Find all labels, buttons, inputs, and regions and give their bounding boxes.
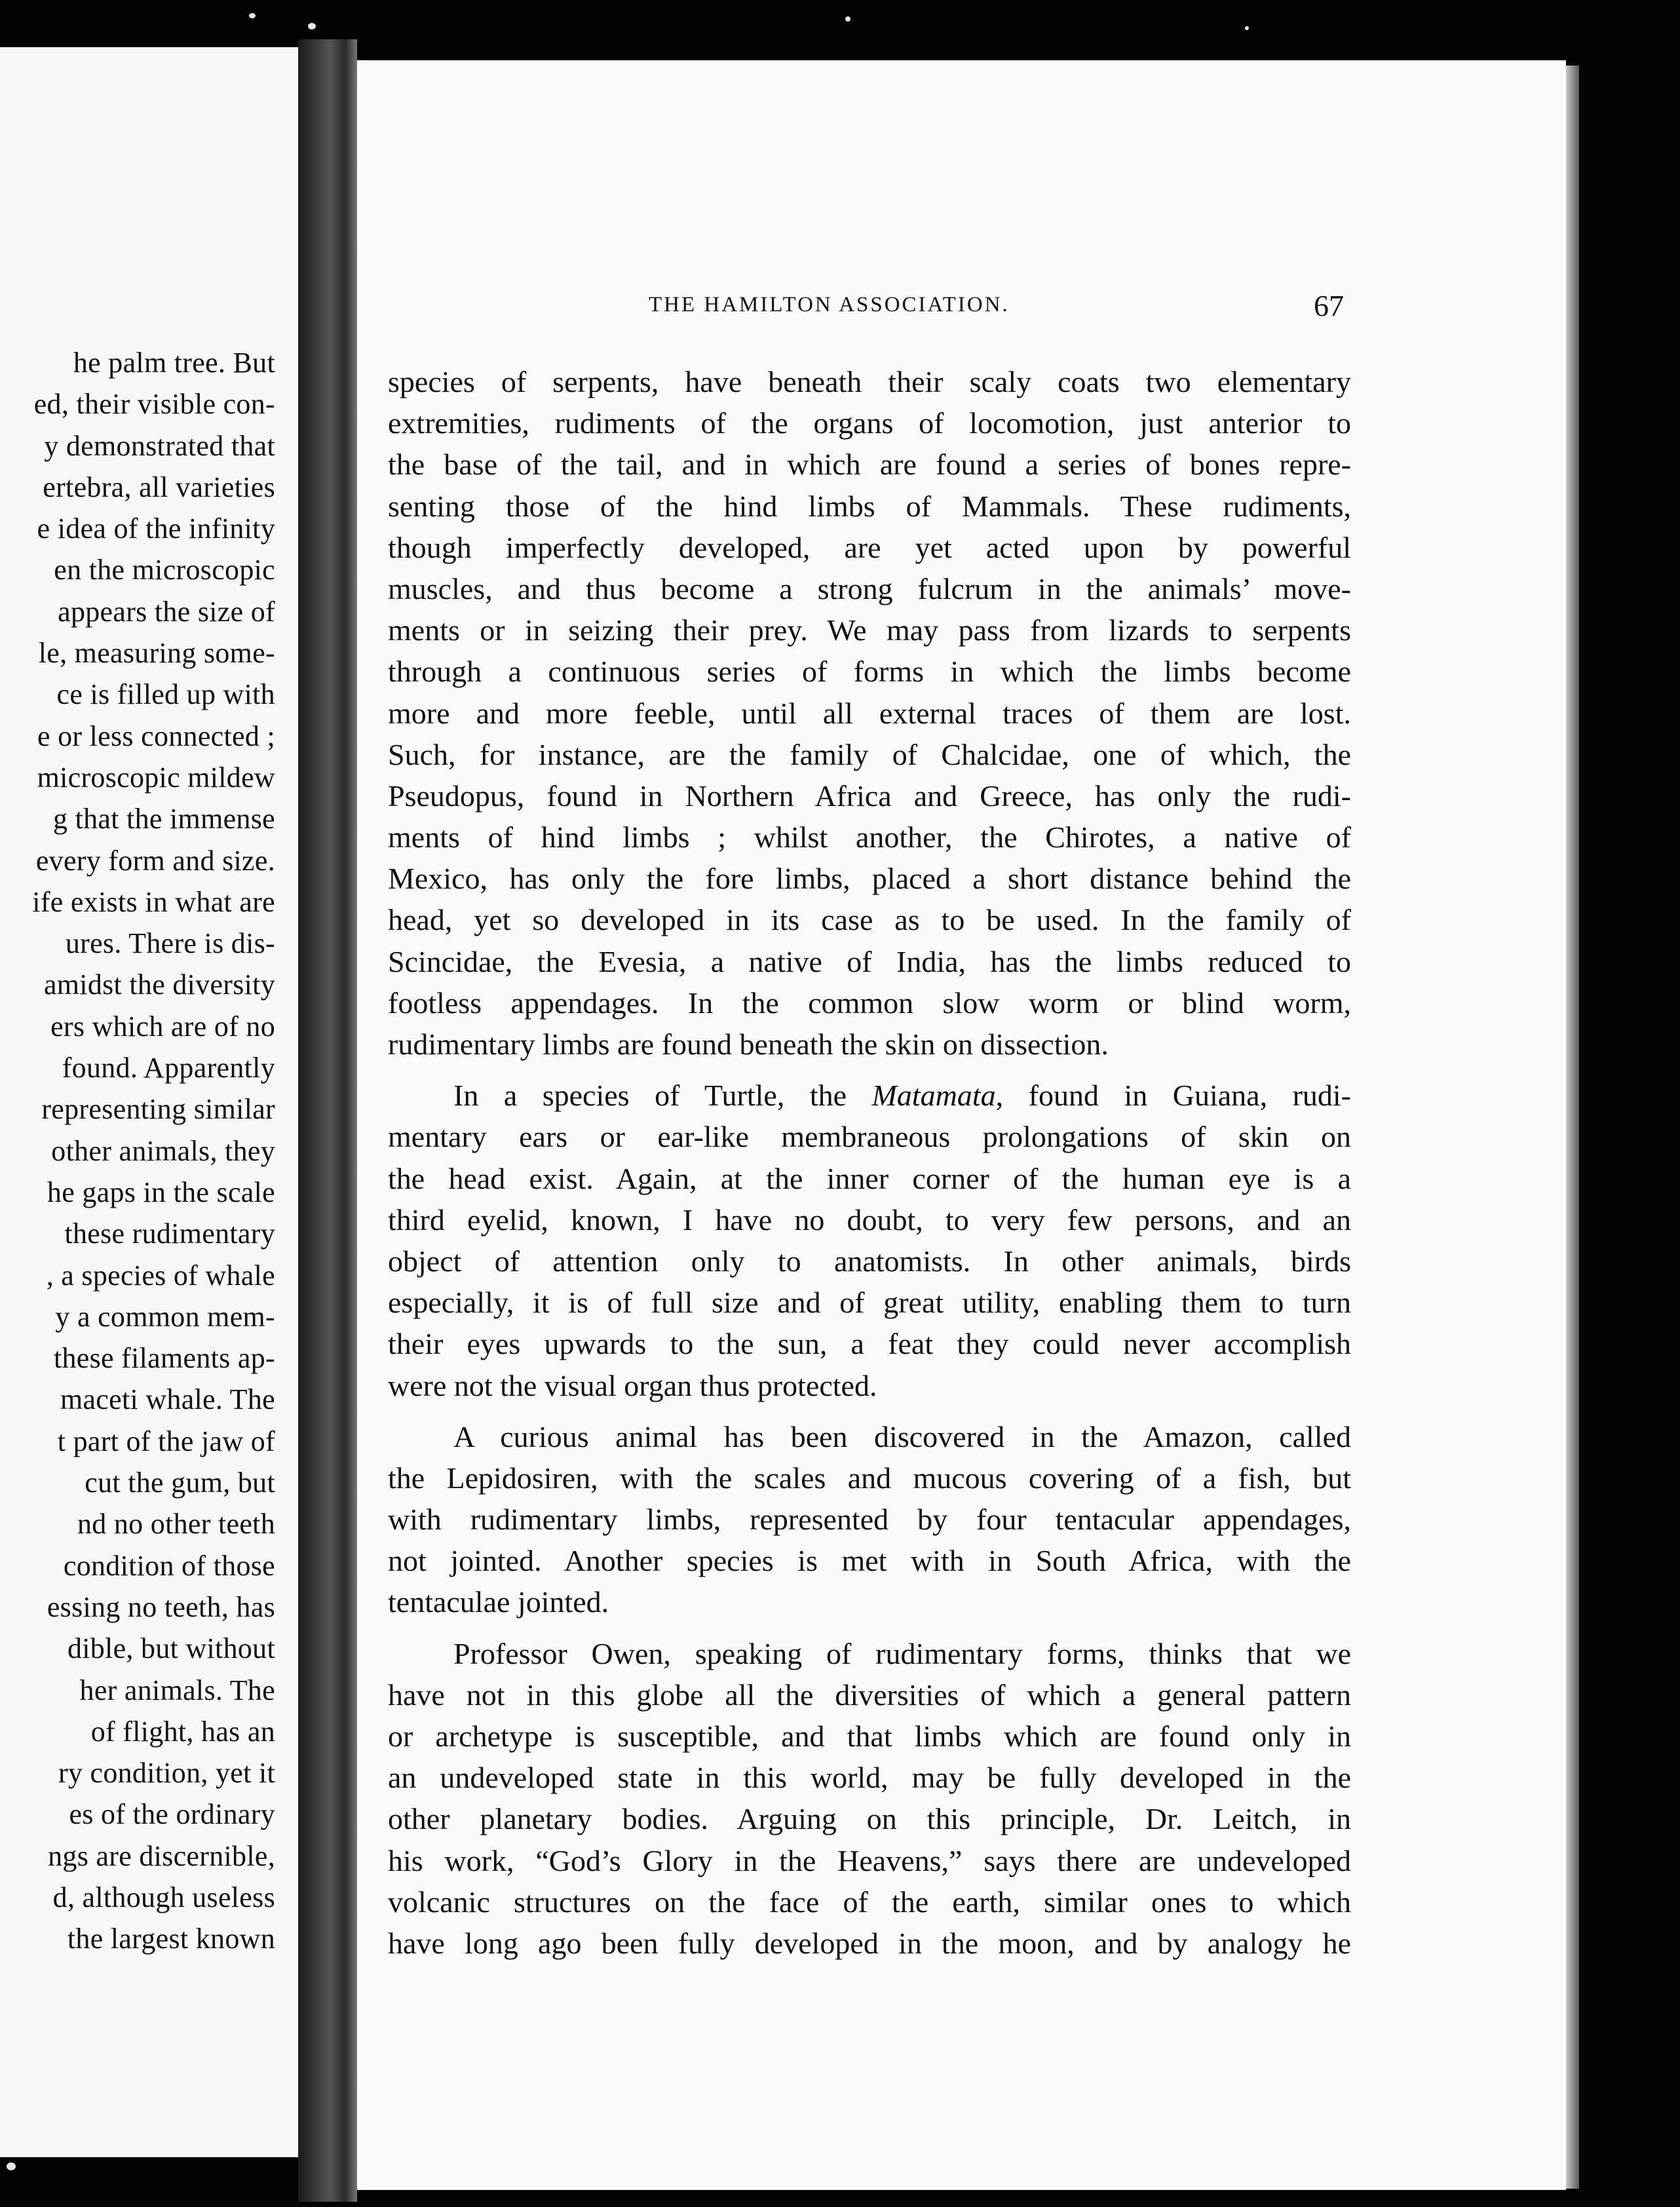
text-line: ments of hind limbs ; whilst another, the Chirotes, a native of — [388, 820, 1351, 854]
text-line: their eyes upwards to the sun, a feat they could never accomplish — [388, 1327, 1351, 1361]
text-line: or archetype is susceptible, and that limbs which are found only in — [388, 1719, 1351, 1753]
body-text — [388, 361, 1351, 1964]
text-line: his work, “God’s Glory in the Heavens,” says there are undeveloped — [388, 1843, 1351, 1877]
facing-page-line: microscopic mildew — [37, 761, 275, 794]
scan-speck — [249, 13, 256, 18]
facing-page-text — [0, 342, 275, 1960]
facing-page-fragment — [0, 47, 298, 2157]
text-line: ments or in seizing their prey. We may pass from lizards to serpents — [388, 613, 1351, 647]
facing-page-line: of flight, has an — [90, 1715, 275, 1748]
facing-page-line: d, although useless — [52, 1881, 275, 1913]
facing-page-line: ures. There is dis- — [65, 927, 275, 960]
text-line: with rudimentary limbs, represented by four tentacular appendages, — [388, 1503, 1351, 1537]
facing-page-line: y demonstrated that — [44, 429, 275, 462]
facing-page-line: representing similar — [41, 1093, 275, 1126]
facing-page-line: es of the ordinary — [69, 1798, 275, 1831]
text-line: tentaculae jointed. — [388, 1585, 609, 1619]
text-line: have not in this globe all the diversities of which a general pattern — [388, 1678, 1351, 1712]
text-line: Professor Owen, speaking of rudimentary forms, thinks that we — [453, 1636, 1351, 1670]
text-line: other planetary bodies. Arguing on this principle, Dr. Leitch, in — [388, 1802, 1351, 1836]
text-line: the Lepidosiren, with the scales and mucous covering of a fish, but — [388, 1461, 1351, 1495]
text-line: footless appendages. In the common slow worm or blind worm, — [388, 986, 1351, 1020]
paragraph-gap — [388, 1623, 1351, 1633]
facing-page-line: every form and size. — [35, 844, 275, 877]
paragraph — [388, 1633, 1351, 1965]
text-line: Mexico, has only the fore limbs, placed a short distance behind the — [388, 862, 1351, 896]
text-line: an undeveloped state in this world, may be fully developed in the — [388, 1761, 1351, 1795]
scan-speck — [308, 23, 316, 29]
book-gutter — [298, 39, 357, 2202]
text-line: species of serpents, have beneath their scaly coats two elementary — [388, 365, 1351, 398]
facing-page-line: y a common mem- — [55, 1300, 275, 1333]
text-line: Such, for instance, are the family of Chalcidae, one of which, the — [388, 737, 1351, 771]
facing-page-line: her animals. The — [79, 1674, 275, 1706]
italic-term: Matamata — [871, 1079, 996, 1113]
text-line: muscles, and thus become a strong fulcrum in the animals’ move- — [388, 571, 1351, 605]
paragraph — [388, 1416, 1351, 1623]
text-line: mentary ears or ear-like membraneous prolongations of skin on — [388, 1120, 1351, 1154]
paragraph-gap — [388, 1406, 1351, 1416]
scan-speck — [1245, 26, 1249, 30]
text-line: volcanic structures on the face of the earth, similar ones to which — [388, 1885, 1351, 1919]
facing-page-line: ce is filled up with — [56, 678, 275, 711]
text-line: though imperfectly developed, are yet acted upon by powerful — [388, 530, 1351, 564]
paragraph — [388, 1075, 1351, 1406]
text-line: Pseudopus, found in Northern Africa and Greece, has only the rudi- — [388, 778, 1351, 813]
facing-page-line: found. Apparently — [62, 1052, 275, 1084]
facing-page-line: e or less connected ; — [37, 720, 275, 752]
text-line: more and more feeble, until all external traces of them are lost. — [388, 696, 1351, 730]
scan-speck — [845, 16, 850, 22]
facing-page-line: nd no other teeth — [77, 1508, 275, 1541]
facing-page-line: ife exists in what are — [32, 885, 275, 918]
text-line: third eyelid, known, I have no doubt, to very few persons, and an — [388, 1202, 1351, 1237]
facing-page-line: en the microscopic — [54, 554, 275, 586]
text-line: through a continuous series of forms in which the limbs become — [388, 655, 1351, 689]
facing-page-line: these filaments ap- — [53, 1342, 275, 1375]
facing-page-line: t part of the jaw of — [57, 1425, 275, 1457]
text-line: were not the visual organ thus protected. — [388, 1368, 877, 1402]
facing-page-line: appears the size of — [58, 595, 275, 628]
facing-page-line: the largest known — [67, 1923, 275, 1955]
running-head: THE HAMILTON ASSOCIATION. — [649, 293, 1010, 317]
facing-page-line: amidst the diversity — [43, 969, 275, 1001]
facing-page-line: ngs are discernible, — [48, 1839, 275, 1872]
facing-page-line: g that the immense — [53, 803, 275, 835]
text-line: rudimentary limbs are found beneath the skin on dissection. — [388, 1027, 1109, 1061]
facing-page-line: he palm tree. But — [73, 347, 275, 379]
facing-page-line: other animals, they — [51, 1134, 275, 1167]
facing-page-line: ry condition, yet it — [58, 1757, 275, 1790]
facing-page-line: dible, but without — [67, 1632, 275, 1665]
text-line: In a species of Turtle, the Matamata, found in Guiana, rudi- — [453, 1079, 1351, 1113]
text-line: the head exist. Again, at the inner corner of the human eye is a — [388, 1161, 1351, 1195]
page-edge — [1566, 66, 1579, 2189]
text-line: senting those of the hind limbs of Mammals. These rudiments, — [388, 489, 1351, 523]
text-line: extremities, rudiments of the organs of locomotion, just anterior to — [388, 406, 1351, 440]
facing-page-line: ed, their visible con- — [33, 388, 275, 421]
scan-speck — [7, 2162, 16, 2170]
facing-page-line: essing no teeth, has — [47, 1590, 275, 1623]
page-number: 67 — [1314, 289, 1344, 322]
text-line: not jointed. Another species is met with in South Africa, with the — [388, 1544, 1351, 1578]
paragraph — [388, 361, 1351, 1065]
facing-page-line: , a species of whale — [46, 1259, 275, 1292]
text-line: the base of the tail, and in which are found a series of bones repre- — [388, 448, 1351, 482]
text-line: head, yet so developed in its case as to be used. In the family of — [388, 903, 1351, 937]
facing-page-line: maceti whale. The — [60, 1383, 275, 1416]
facing-page-line: cut the gum, but — [85, 1467, 275, 1499]
text-line: especially, it is of full size and of great utility, enabling them to turn — [388, 1286, 1351, 1320]
facing-page-line: le, measuring some- — [38, 637, 275, 670]
facing-page-line: ertebra, all varieties — [43, 470, 275, 503]
facing-page-line: e idea of the infinity — [37, 512, 275, 545]
facing-page-line: ers which are of no — [50, 1010, 275, 1043]
text-line: A curious animal has been discovered in the Amazon, called — [453, 1419, 1351, 1453]
facing-page-line: condition of those — [63, 1549, 275, 1582]
facing-page-line: these rudimentary — [64, 1218, 275, 1250]
facing-page-line: he gaps in the scale — [47, 1176, 275, 1208]
paragraph-gap — [388, 1065, 1351, 1075]
text-line: have long ago been fully developed in the moon, and by analogy he — [388, 1926, 1351, 1960]
text-line: object of attention only to anatomists. In other animals, birds — [388, 1244, 1351, 1278]
text-line: Scincidae, the Evesia, a native of India, has the limbs reduced to — [388, 944, 1351, 978]
